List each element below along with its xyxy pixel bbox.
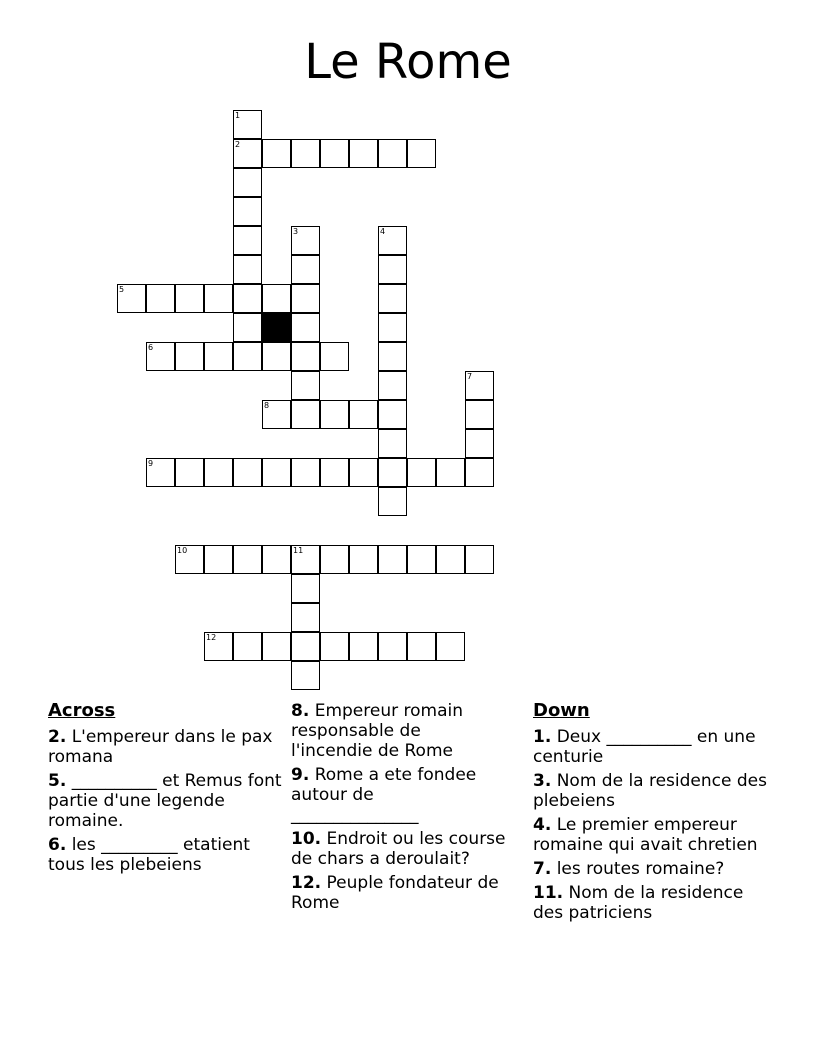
grid-cell[interactable] (291, 342, 320, 371)
grid-cell[interactable] (291, 313, 320, 342)
grid-cell[interactable] (378, 371, 407, 400)
grid-cell[interactable] (262, 632, 291, 661)
grid-cell[interactable] (378, 487, 407, 516)
grid-cell[interactable] (291, 603, 320, 632)
grid-cell[interactable] (436, 632, 465, 661)
grid-cell[interactable] (378, 342, 407, 371)
grid-cell-7[interactable] (465, 371, 494, 400)
grid-cell[interactable] (262, 545, 291, 574)
grid-cell[interactable] (233, 313, 262, 342)
clue-down-7 (533, 859, 773, 879)
clue-down-3 (533, 771, 773, 811)
clue-number: 11. (533, 883, 564, 903)
grid-cell[interactable] (349, 139, 378, 168)
clue-number: 2. (48, 727, 67, 747)
grid-cell[interactable] (233, 168, 262, 197)
grid-cell[interactable] (262, 458, 291, 487)
grid-cell[interactable] (291, 400, 320, 429)
clue-number-label: 2 (235, 140, 241, 149)
clue-number-label: 6 (148, 343, 154, 352)
grid-cell[interactable] (320, 458, 349, 487)
clue-number: 1. (533, 727, 552, 747)
clue-down-1 (533, 727, 773, 767)
grid-cell[interactable] (349, 632, 378, 661)
grid-cell[interactable] (175, 284, 204, 313)
grid-cell[interactable] (233, 197, 262, 226)
clue-number-label: 7 (467, 372, 473, 381)
grid-cell[interactable] (233, 255, 262, 284)
clue-number-label: 1 (235, 111, 241, 120)
grid-cell[interactable] (204, 342, 233, 371)
grid-cell[interactable] (378, 284, 407, 313)
clue-number-label: 4 (380, 227, 386, 236)
grid-cell-9[interactable] (146, 458, 175, 487)
grid-cell[interactable] (436, 545, 465, 574)
grid-cell[interactable] (233, 545, 262, 574)
clue-text: Endroit ou les course de chars a deroulait? (291, 829, 506, 869)
grid-cell[interactable] (349, 400, 378, 429)
clue-text: Deux __________ en une centurie (533, 727, 756, 767)
grid-cell-10[interactable] (175, 545, 204, 574)
grid-cell[interactable] (349, 545, 378, 574)
grid-cell[interactable] (320, 342, 349, 371)
grid-cell[interactable] (262, 284, 291, 313)
clue-number-label: 5 (119, 285, 125, 294)
clue-number: 6. (48, 835, 67, 855)
puzzle-title: Le Rome (304, 34, 512, 90)
grid-cell[interactable] (378, 429, 407, 458)
grid-cell-8[interactable] (262, 400, 291, 429)
down-clues-col (533, 701, 773, 927)
grid-cell[interactable] (291, 661, 320, 690)
grid-cell[interactable] (262, 342, 291, 371)
grid-cell[interactable] (465, 545, 494, 574)
clue-text: Nom de la residence des plebeiens (533, 771, 767, 811)
clue-number: 12. (291, 873, 322, 893)
grid-cell[interactable] (204, 545, 233, 574)
clue-number: 8. (291, 701, 310, 721)
grid-cell-12[interactable] (204, 632, 233, 661)
grid-cell[interactable] (233, 632, 262, 661)
clue-number: 9. (291, 765, 310, 785)
clue-number: 10. (291, 829, 322, 849)
grid-cell-5[interactable] (117, 284, 146, 313)
grid-cell-6[interactable] (146, 342, 175, 371)
grid-cell-11[interactable] (291, 545, 320, 574)
clue-across-2 (48, 727, 288, 767)
grid-cell-4[interactable] (378, 226, 407, 255)
grid-cell[interactable] (233, 342, 262, 371)
clue-across-5 (48, 771, 288, 831)
grid-cell[interactable] (204, 284, 233, 313)
grid-cell[interactable] (407, 545, 436, 574)
grid-cell[interactable] (320, 139, 349, 168)
across-clues-col2 (291, 701, 506, 917)
grid-cell[interactable] (233, 226, 262, 255)
grid-cell[interactable] (175, 342, 204, 371)
clue-number-label: 3 (293, 227, 299, 236)
grid-cell[interactable] (291, 284, 320, 313)
across-clues-col1 (48, 701, 288, 879)
grid-cell[interactable] (378, 139, 407, 168)
grid-cell[interactable] (233, 458, 262, 487)
grid-cell[interactable] (407, 632, 436, 661)
clue-number-label: 11 (293, 546, 304, 555)
clue-across-6 (48, 835, 288, 875)
clue-number: 4. (533, 815, 552, 835)
clue-number-label: 8 (264, 401, 270, 410)
grid-cell[interactable] (378, 313, 407, 342)
clue-across-12 (291, 873, 506, 913)
black-square (262, 313, 291, 342)
grid-cell[interactable] (378, 632, 407, 661)
grid-cell[interactable] (465, 400, 494, 429)
clue-number-label: 10 (177, 546, 188, 555)
clue-text: les _________ etatient tous les plebeiens (48, 835, 250, 875)
grid-cell[interactable] (291, 255, 320, 284)
clue-text: Rome a ete fondee autour de _______________ (291, 765, 477, 825)
grid-cell[interactable] (320, 545, 349, 574)
clue-text: Nom de la residence des patriciens (533, 883, 744, 923)
clue-number-label: 12 (206, 633, 217, 642)
grid-cell[interactable] (291, 139, 320, 168)
grid-cell[interactable] (436, 458, 465, 487)
grid-cell[interactable] (291, 574, 320, 603)
grid-cell[interactable] (291, 458, 320, 487)
clue-text: L'empereur dans le pax romana (48, 727, 273, 767)
clue-text: les routes romaine? (556, 859, 725, 879)
grid-cell[interactable] (175, 458, 204, 487)
grid-cell[interactable] (291, 371, 320, 400)
clue-number: 7. (533, 859, 552, 879)
grid-cell[interactable] (407, 458, 436, 487)
grid-cell-3[interactable] (291, 226, 320, 255)
clue-down-4 (533, 815, 773, 855)
clue-number-label: 9 (148, 459, 154, 468)
across-heading: Across (48, 700, 116, 721)
clue-down-11 (533, 883, 773, 923)
grid-cell[interactable] (378, 458, 407, 487)
clue-text: Peuple fondateur de Rome (291, 873, 499, 913)
clue-text: Empereur romain responsable de l'incendie de Rome (291, 701, 463, 761)
clue-text: Le premier empereur romaine qui avait chretien (533, 815, 758, 855)
clue-across-9 (291, 765, 506, 825)
clue-number: 5. (48, 771, 67, 791)
grid-cell[interactable] (320, 400, 349, 429)
grid-cell-2[interactable] (233, 139, 262, 168)
down-heading: Down (533, 700, 590, 721)
grid-cell[interactable] (378, 400, 407, 429)
grid-cell-1[interactable] (233, 110, 262, 139)
clue-text: __________ et Remus font partie d'une legende romaine. (48, 771, 282, 831)
grid-cell[interactable] (262, 139, 291, 168)
grid-cell[interactable] (378, 545, 407, 574)
grid-cell[interactable] (204, 458, 233, 487)
grid-cell[interactable] (465, 458, 494, 487)
grid-cell[interactable] (320, 632, 349, 661)
grid-cell[interactable] (146, 284, 175, 313)
grid-cell[interactable] (407, 139, 436, 168)
grid-cell[interactable] (378, 255, 407, 284)
grid-cell[interactable] (465, 429, 494, 458)
clue-across-8 (291, 701, 506, 761)
grid-cell[interactable] (349, 458, 378, 487)
clue-across-10 (291, 829, 506, 869)
grid-cell[interactable] (291, 632, 320, 661)
clue-number: 3. (533, 771, 552, 791)
grid-cell[interactable] (233, 284, 262, 313)
